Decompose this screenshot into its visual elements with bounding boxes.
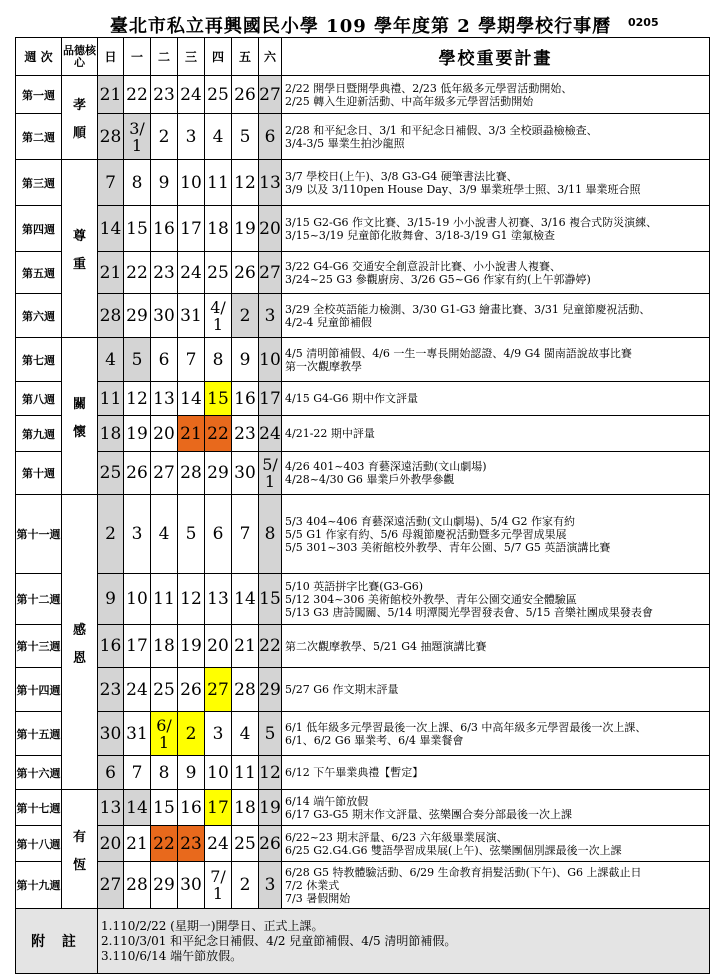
plan-line: 4/21-22 期中評量 [285, 427, 375, 440]
day-cell-thu: 8 [205, 338, 232, 382]
virtue-cell [62, 160, 98, 338]
week-label: 第十六週 [16, 756, 62, 790]
plan-line: 6/28 G5 特教體驗活動、6/29 生命教育捐髮活動(下午)、G6 上課截止日 [285, 865, 642, 879]
day-cell-wed: 24 [178, 76, 205, 114]
day-cell-fri: 14 [232, 574, 259, 625]
day-header-fri: 五 [232, 38, 259, 76]
virtue-char: 懷 [72, 424, 86, 440]
week-label: 第十九週 [16, 862, 62, 909]
calendar-title-bar [0, 12, 721, 38]
week-row [16, 756, 710, 790]
day-header-mon: 一 [124, 38, 151, 76]
day-cell-fri: 26 [232, 252, 259, 294]
day-cell-tue: 30 [151, 294, 178, 338]
day-cell-thu [205, 294, 232, 338]
day-cell-mon: 12 [124, 382, 151, 416]
day-cell-sat: 26 [259, 826, 282, 862]
day-cell-fri: 9 [232, 338, 259, 382]
plan-line: 4/28~4/30 G6 畢業戶外教學參觀 [285, 473, 455, 486]
day-cell-tue: 29 [151, 862, 178, 909]
day-cell-wed: 28 [178, 452, 205, 495]
day-cell-mon [124, 114, 151, 160]
day-cell-wed: 31 [178, 294, 205, 338]
day-cell-tue: 18 [151, 625, 178, 668]
day-cell-sun: 9 [98, 574, 124, 625]
day-cell-tue [151, 712, 178, 756]
day-cell-fri: 25 [232, 826, 259, 862]
day-part: 1 [212, 884, 224, 903]
day-cell-wed: 7 [178, 338, 205, 382]
day-cell-thu: 24 [205, 826, 232, 862]
month-part: 6/ [156, 715, 172, 735]
footnote-row [16, 909, 710, 974]
footnote-line: 2.110/3/01 和平紀念日補假、4/2 兒童節補假、4/5 清明節補假。 [101, 933, 457, 948]
plan-cell [282, 114, 710, 160]
day-cell-wed: 2 [178, 712, 205, 756]
day-cell-wed: 17 [178, 206, 205, 252]
day-cell-sat: 13 [259, 160, 282, 206]
day-part: 1 [264, 472, 276, 491]
week-row [16, 160, 710, 206]
day-cell-mon: 31 [124, 712, 151, 756]
day-cell-wed: 21 [178, 416, 205, 452]
plan-cell [282, 790, 710, 826]
week-label: 第十五週 [16, 712, 62, 756]
plan-line: 5/12 304~306 美術館校外教學、青年公園交通安全體驗區 [285, 592, 577, 606]
plan-line: 3/15 G2-G6 作文比賽、3/15-19 小小說書人初賽、3/16 複合式防災演練、 [285, 215, 658, 229]
day-cell-sat: 10 [259, 338, 282, 382]
day-cell-sun: 13 [98, 790, 124, 826]
day-cell-tue: 11 [151, 574, 178, 625]
day-cell-sun: 28 [98, 294, 124, 338]
day-header-wed: 三 [178, 38, 205, 76]
week-row [16, 495, 710, 574]
day-cell-tue: 13 [151, 382, 178, 416]
plan-cell [282, 495, 710, 574]
plan-line: 3/22 G4-G6 交通安全創意設計比賽、小小說書人複賽、 [285, 259, 561, 273]
day-cell-sun: 7 [98, 160, 124, 206]
week-label: 第四週 [16, 206, 62, 252]
day-cell-thu: 25 [205, 76, 232, 114]
footnote-line: 3.110/6/14 端午節放假。 [101, 948, 243, 963]
plan-line: 4/2-4 兒童節補假 [285, 315, 372, 329]
day-cell-wed: 10 [178, 160, 205, 206]
virtue-cell [62, 76, 98, 160]
day-cell-sat: 27 [259, 76, 282, 114]
day-cell-fri: 23 [232, 416, 259, 452]
day-cell-thu: 10 [205, 756, 232, 790]
month-part: 3/ [129, 118, 145, 138]
day-cell-sun: 28 [98, 114, 124, 160]
day-cell-sun: 30 [98, 712, 124, 756]
day-cell-sun: 20 [98, 826, 124, 862]
day-part: 1 [158, 732, 170, 752]
day-cell-wed: 26 [178, 668, 205, 712]
week-label: 第十七週 [16, 790, 62, 826]
day-cell-wed: 9 [178, 756, 205, 790]
header-row [16, 38, 710, 76]
plan-line: 5/5 301~303 美術館校外教學、青年公園、5/7 G5 英語演講比賽 [285, 540, 611, 554]
day-cell-tue: 25 [151, 668, 178, 712]
day-cell-thu: 22 [205, 416, 232, 452]
day-cell-thu [205, 862, 232, 909]
day-cell-mon: 8 [124, 160, 151, 206]
plan-column-header: 學校重要計畫 [282, 38, 710, 76]
footnote-label: 附 註 [16, 909, 98, 974]
day-header-thu: 四 [205, 38, 232, 76]
day-cell-tue: 20 [151, 416, 178, 452]
week-label: 第十三週 [16, 625, 62, 668]
week-row [16, 114, 710, 160]
day-cell-fri: 21 [232, 625, 259, 668]
plan-cell [282, 338, 710, 382]
day-cell-sun: 21 [98, 252, 124, 294]
day-cell-mon: 3 [124, 495, 151, 574]
week-row [16, 790, 710, 826]
day-cell-sun: 16 [98, 625, 124, 668]
day-cell-thu: 17 [205, 790, 232, 826]
plan-cell [282, 76, 710, 114]
school-calendar-table [15, 37, 710, 974]
day-cell-wed: 23 [178, 826, 205, 862]
plan-cell [282, 862, 710, 909]
day-cell-sat: 12 [259, 756, 282, 790]
footnote-line: 1.110/2/22 (星期一)開學日、正式上課。 [101, 918, 324, 933]
day-cell-sat: 29 [259, 668, 282, 712]
day-cell-fri: 5 [232, 114, 259, 160]
day-cell-sat: 19 [259, 790, 282, 826]
page-title: 臺北市私立再興國民小學 109 學年度第 2 學期學校行事曆 [109, 16, 612, 37]
day-cell-thu: 11 [205, 160, 232, 206]
plan-cell [282, 160, 710, 206]
day-cell-mon: 22 [124, 76, 151, 114]
day-cell-tue: 22 [151, 826, 178, 862]
plan-line: 6/17 G3-G5 期末作文評量、弦樂團合奏分部最後一次上課 [285, 807, 572, 821]
week-label: 第六週 [16, 294, 62, 338]
week-label: 第五週 [16, 252, 62, 294]
day-cell-thu: 15 [205, 382, 232, 416]
plan-line: 6/25 G2.G4.G6 雙語學習成果展(上午)、弦樂團個別課最後一次上課 [285, 843, 622, 857]
day-cell-wed: 3 [178, 114, 205, 160]
week-row [16, 294, 710, 338]
day-cell-sat: 15 [259, 574, 282, 625]
plan-cell [282, 574, 710, 625]
plan-line: 4/15 G4-G6 期中作文評量 [285, 392, 418, 405]
day-cell-mon: 21 [124, 826, 151, 862]
plan-line: 第一次觀摩教學 [285, 359, 362, 373]
plan-cell [282, 625, 710, 668]
day-cell-fri: 18 [232, 790, 259, 826]
day-cell-thu: 13 [205, 574, 232, 625]
day-cell-tue: 8 [151, 756, 178, 790]
day-cell-tue: 6 [151, 338, 178, 382]
day-header-sun: 日 [98, 38, 124, 76]
day-cell-mon: 15 [124, 206, 151, 252]
day-cell-sat: 17 [259, 382, 282, 416]
day-cell-tue: 23 [151, 252, 178, 294]
day-cell-sat: 5 [259, 712, 282, 756]
plan-line: 6/14 端午節放假 [285, 794, 369, 808]
month-part: 4/ [210, 297, 226, 317]
plan-line: 2/25 轉入生迎新活動、中高年級多元學習活動開始 [285, 94, 534, 108]
plan-line: 4/5 清明節補假、4/6 一生一專長開始認證、4/9 G4 閩南語說故事比賽 [285, 346, 632, 360]
week-label: 第十四週 [16, 668, 62, 712]
plan-cell [282, 416, 710, 452]
day-cell-sat: 22 [259, 625, 282, 668]
plan-line: 3/29 全校英語能力檢測、3/30 G1-G3 繪畫比賽、3/31 兒童節慶祝活動、 [285, 302, 651, 316]
plan-line: 3/15~3/19 兒童節化妝舞會、3/18-3/19 G1 塗氟檢查 [285, 228, 556, 242]
day-cell-sat: 3 [259, 294, 282, 338]
day-cell-sun: 18 [98, 416, 124, 452]
day-cell-fri: 26 [232, 76, 259, 114]
day-cell-thu: 18 [205, 206, 232, 252]
day-cell-wed: 24 [178, 252, 205, 294]
calendar-body [16, 76, 710, 909]
virtue-char: 恩 [72, 650, 86, 666]
plan-cell [282, 712, 710, 756]
plan-line: 6/22~23 期末評量、6/23 六年級畢業展演、 [285, 830, 508, 844]
day-cell-thu: 20 [205, 625, 232, 668]
day-cell-fri: 30 [232, 452, 259, 495]
day-cell-fri: 2 [232, 294, 259, 338]
virtue-char: 關 [72, 396, 86, 412]
week-row [16, 382, 710, 416]
day-cell-wed: 5 [178, 495, 205, 574]
footnote-content [98, 909, 710, 974]
plan-line: 4/26 401~403 育藝深遠活動(文山劇場) [285, 460, 487, 473]
day-part: 1 [212, 314, 224, 334]
plan-line: 6/1、6/2 G6 畢業考、6/4 畢業餐會 [285, 733, 464, 747]
day-cell-mon: 28 [124, 862, 151, 909]
day-cell-sun: 2 [98, 495, 124, 574]
virtue-cell [62, 790, 98, 909]
day-cell-sat [259, 452, 282, 495]
day-cell-wed: 30 [178, 862, 205, 909]
virtue-char: 重 [72, 257, 86, 272]
day-cell-sun: 27 [98, 862, 124, 909]
day-cell-mon: 10 [124, 574, 151, 625]
virtue-char: 順 [72, 126, 86, 141]
plan-cell [282, 668, 710, 712]
day-cell-wed: 14 [178, 382, 205, 416]
virtue-char: 恆 [72, 857, 86, 873]
virtue-char: 有 [72, 829, 86, 845]
day-cell-fri: 16 [232, 382, 259, 416]
day-cell-wed: 12 [178, 574, 205, 625]
day-cell-sun: 25 [98, 452, 124, 495]
virtue-cell [62, 338, 98, 495]
week-row [16, 252, 710, 294]
plan-line: 第二次觀摩教學、5/21 G4 抽題演講比賽 [285, 639, 487, 653]
day-part: 1 [131, 135, 143, 155]
day-cell-sun: 21 [98, 76, 124, 114]
week-row [16, 862, 710, 909]
day-cell-tue: 9 [151, 160, 178, 206]
day-cell-fri: 11 [232, 756, 259, 790]
plan-cell [282, 826, 710, 862]
week-label: 第三週 [16, 160, 62, 206]
day-cell-fri: 28 [232, 668, 259, 712]
week-label: 第十週 [16, 452, 62, 495]
day-cell-mon: 29 [124, 294, 151, 338]
day-cell-sun: 11 [98, 382, 124, 416]
day-cell-sat: 27 [259, 252, 282, 294]
week-label: 第一週 [16, 76, 62, 114]
day-cell-fri: 12 [232, 160, 259, 206]
virtue-cell [62, 495, 98, 790]
day-cell-thu: 25 [205, 252, 232, 294]
day-cell-thu: 27 [205, 668, 232, 712]
plan-line: 2/22 開學日暨開學典禮、2/23 低年級多元學習活動開始、 [285, 81, 573, 95]
plan-line: 5/3 404~406 育藝深遠活動(文山劇場)、5/4 G2 作家有約 [285, 514, 575, 528]
day-cell-sat: 24 [259, 416, 282, 452]
plan-line: 7/3 暑假開始 [285, 891, 351, 905]
day-cell-mon: 14 [124, 790, 151, 826]
day-cell-wed: 19 [178, 625, 205, 668]
week-label: 第十八週 [16, 826, 62, 862]
week-row [16, 416, 710, 452]
plan-line: 7/2 休業式 [285, 878, 340, 892]
day-cell-mon: 19 [124, 416, 151, 452]
plan-line: 5/10 英語拼字比賽(G3-G6) [285, 579, 424, 593]
plan-line: 3/24~25 G3 參觀廚房、3/26 G5~G6 作家有約(上午郭瀞婷) [285, 272, 591, 286]
day-cell-sat: 8 [259, 495, 282, 574]
week-column-header: 週 次 [16, 38, 62, 76]
day-cell-sat: 6 [259, 114, 282, 160]
day-cell-mon: 5 [124, 338, 151, 382]
week-row [16, 452, 710, 495]
day-cell-sun: 4 [98, 338, 124, 382]
week-label: 第七週 [16, 338, 62, 382]
day-cell-fri: 19 [232, 206, 259, 252]
virtue-char: 孝 [72, 98, 86, 113]
plan-cell [282, 452, 710, 495]
week-row [16, 625, 710, 668]
day-cell-sun: 14 [98, 206, 124, 252]
plan-cell [282, 252, 710, 294]
document-code: 0205 [628, 16, 659, 29]
day-cell-fri: 2 [232, 862, 259, 909]
day-cell-thu: 4 [205, 114, 232, 160]
plan-cell [282, 294, 710, 338]
plan-line: 5/27 G6 作文期末評量 [285, 683, 399, 696]
plan-line: 6/12 下午畢業典禮【暫定】 [285, 766, 424, 779]
week-row [16, 76, 710, 114]
week-label: 第九週 [16, 416, 62, 452]
day-cell-tue: 27 [151, 452, 178, 495]
virtue-column-header: 品德核心 [62, 38, 98, 76]
week-row [16, 338, 710, 382]
week-label: 第十一週 [16, 495, 62, 574]
day-header-sat: 六 [259, 38, 282, 76]
week-row [16, 206, 710, 252]
week-row [16, 574, 710, 625]
week-label: 第八週 [16, 382, 62, 416]
day-cell-sun: 6 [98, 756, 124, 790]
week-label: 第十二週 [16, 574, 62, 625]
plan-cell [282, 206, 710, 252]
plan-line: 3/7 學校日(上午)、3/8 G3-G4 硬筆書法比賽、 [285, 169, 518, 183]
day-cell-mon: 17 [124, 625, 151, 668]
plan-line: 5/13 G3 唐詩闖關、5/14 明潭閱光學習發表會、5/15 音樂社團成果發表會 [285, 605, 653, 619]
day-cell-mon: 26 [124, 452, 151, 495]
week-row [16, 826, 710, 862]
day-cell-fri: 4 [232, 712, 259, 756]
day-header-tue: 二 [151, 38, 178, 76]
day-cell-tue: 23 [151, 76, 178, 114]
day-cell-wed: 16 [178, 790, 205, 826]
plan-line: 3/9 以及 3/110pen House Day、3/9 畢業班學士照、3/11 畢業班合照 [285, 182, 641, 196]
day-cell-sat: 3 [259, 862, 282, 909]
day-cell-mon: 24 [124, 668, 151, 712]
month-part: 5/ [262, 455, 278, 474]
month-part: 7/ [210, 867, 226, 886]
day-cell-sun: 23 [98, 668, 124, 712]
week-label: 第二週 [16, 114, 62, 160]
day-cell-sat: 20 [259, 206, 282, 252]
day-cell-thu: 3 [205, 712, 232, 756]
week-row [16, 712, 710, 756]
day-cell-thu: 6 [205, 495, 232, 574]
day-cell-thu: 29 [205, 452, 232, 495]
day-cell-mon: 7 [124, 756, 151, 790]
day-cell-mon: 22 [124, 252, 151, 294]
plan-line: 6/1 低年級多元學習最後一次上課、6/3 中高年級多元學習最後一次上課、 [285, 720, 647, 734]
plan-cell [282, 756, 710, 790]
day-cell-tue: 15 [151, 790, 178, 826]
virtue-char: 感 [72, 622, 86, 638]
day-cell-tue: 2 [151, 114, 178, 160]
plan-line: 3/4-3/5 畢業生拍沙龍照 [285, 136, 405, 150]
plan-line: 5/5 G1 作家有約、5/6 母親節慶祝活動暨多元學習成果展 [285, 527, 567, 541]
plan-cell [282, 382, 710, 416]
week-row [16, 668, 710, 712]
day-cell-tue: 16 [151, 206, 178, 252]
day-cell-fri: 7 [232, 495, 259, 574]
plan-line: 2/28 和平紀念日、3/1 和平紀念日補假、3/3 全校頭蝨檢檢查、 [285, 123, 598, 137]
day-cell-tue: 4 [151, 495, 178, 574]
virtue-char: 尊 [72, 229, 86, 244]
